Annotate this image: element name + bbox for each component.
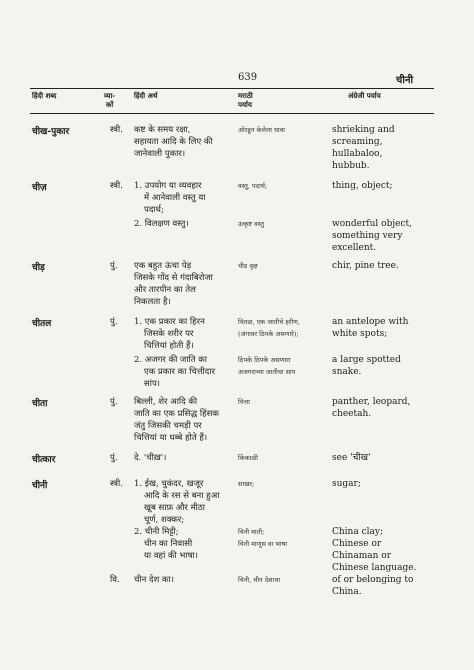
english-equivalent-line: a large spotted <box>332 355 401 365</box>
column-header-hindi-word: हिंदी शब्द <box>32 91 57 100</box>
headword: चीता <box>32 399 48 409</box>
part-of-speech: पुं. <box>110 317 118 327</box>
marathi-equivalent-line: ठिपके ठिपके असणारा <box>238 356 291 364</box>
hindi-meaning-line: या वहां की भाषा। <box>144 551 198 561</box>
marathi-equivalent-line: चिनी, चीन देशाचा <box>238 576 281 584</box>
hindi-meaning-line: 1. ईख, चुकंदर, खजूर <box>134 479 204 489</box>
headword: चीत्कार <box>32 455 56 465</box>
column-header-marathi-2: पर्याय <box>238 100 252 109</box>
marathi-equivalent-line: किंकाळी <box>238 454 258 462</box>
headword: चीख-पुकार <box>32 127 70 137</box>
part-of-speech: पुं. <box>110 397 118 407</box>
marathi-equivalent-line: चिनी माणूस वा भाषा <box>238 540 287 548</box>
hindi-meaning-line: जाति का एक प्रसिद्ध हिंसक <box>134 409 219 419</box>
english-equivalent-line: Chinaman or <box>332 551 392 561</box>
headword: चीतल <box>32 319 52 329</box>
hindi-meaning-line: आदि के रस से बना हुआ <box>144 491 220 501</box>
hindi-meaning-line: सहायता आदि के लिए की <box>134 137 213 147</box>
hindi-meaning-line: बिल्ली, शेर आदि की <box>134 397 198 407</box>
english-equivalent-line: excellent. <box>332 243 377 253</box>
hindi-meaning-line: निकलता है। <box>134 297 171 307</box>
column-header-english: अंग्रेजी पर्याय <box>348 91 381 100</box>
hindi-meaning-line: 1. उपयोग या व्यवहार <box>134 181 202 191</box>
english-equivalent-line: of or belonging to <box>332 575 414 585</box>
marathi-equivalent-line: अजगराच्या जातीचा साप <box>238 368 296 376</box>
english-equivalent-line: thing, object; <box>332 181 393 191</box>
english-equivalent-line: sugar; <box>332 479 361 489</box>
hindi-meaning-line: चित्तियां या धब्बे होते हैं। <box>134 433 208 443</box>
english-equivalent-line: white spots; <box>332 329 388 339</box>
hindi-meaning-line: चीन देश का। <box>134 575 174 585</box>
column-header-marathi-1: मराठी <box>238 91 253 100</box>
marathi-equivalent-line: वस्तु, पदार्थ; <box>238 182 268 190</box>
column-header-hindi-meaning: हिंदी अर्थ <box>134 91 158 100</box>
english-equivalent-line: cheetah. <box>332 409 372 419</box>
hindi-meaning-line: में आनेवाली वस्तु या <box>144 193 206 203</box>
english-equivalent-line: panther, leopard, <box>332 397 411 407</box>
english-equivalent-line: hubbub. <box>332 161 370 171</box>
column-header-pos-2: कों <box>106 100 114 109</box>
header-top-rule <box>30 88 434 89</box>
page-number: 639 <box>238 72 258 83</box>
hindi-meaning-line: खूब साफ़ और मीठा <box>144 503 206 513</box>
headword: चीनी <box>32 481 48 491</box>
hindi-meaning-line: जिसके गोंद से गंदाबिरोजा <box>134 273 213 283</box>
english-equivalent-line: chir, pine tree. <box>332 261 399 271</box>
column-header-pos-1: व्या- <box>104 91 116 100</box>
hindi-meaning-line: 1. एक प्रकार का हिरन <box>134 317 205 327</box>
part-of-speech: वि. <box>110 575 120 585</box>
running-head: चीनी <box>396 75 414 86</box>
marathi-equivalent-line: चिनी माती; <box>238 528 265 536</box>
english-equivalent-line: snake. <box>332 367 362 377</box>
part-of-speech: स्त्री. <box>110 181 123 191</box>
hindi-meaning-line: एक बहुत ऊंचा पेड़ <box>134 261 192 271</box>
hindi-meaning-line: सांप। <box>144 379 160 389</box>
english-equivalent-line: wonderful object, <box>332 219 412 229</box>
hindi-meaning-line: चीन का निवासी <box>144 539 193 549</box>
hindi-meaning-line: एक प्रकार का चित्तीदार <box>144 367 215 377</box>
marathi-equivalent-line: उत्कृष्ट वस्तु <box>238 220 265 228</box>
hindi-meaning-line: जिसके शरीर पर <box>144 329 194 339</box>
part-of-speech: पुं. <box>110 261 118 271</box>
hindi-meaning-line: 2. विलक्षण वस्तु। <box>134 219 189 229</box>
hindi-meaning-line: 2. चीनी मिट्टी; <box>134 527 179 537</box>
part-of-speech: पुं. <box>110 453 118 463</box>
hindi-meaning-line: 2. अजगर की जाति का <box>134 355 207 365</box>
marathi-equivalent-line: (अंगावर ठिपके असणारे); <box>238 330 299 338</box>
marathi-equivalent-line: ओरडून केलेला धावा <box>238 126 285 134</box>
marathi-equivalent-line: चितळ, एक जातीचे हरीण, <box>238 318 300 326</box>
english-equivalent-line: China clay; <box>332 527 383 537</box>
hindi-meaning-line: दे. 'चीख़'। <box>134 453 167 463</box>
hindi-meaning-line: और तारपीन का तेल <box>134 285 196 295</box>
english-equivalent-line: screaming, <box>332 137 383 147</box>
hindi-meaning-line: चित्तियां होती हैं। <box>144 341 194 351</box>
english-equivalent-line: Chinese language. <box>332 563 417 573</box>
english-equivalent-line: see 'चीख' <box>332 453 371 463</box>
hindi-meaning-line: जंतु जिसकी चमड़ी पर <box>134 421 202 431</box>
hindi-meaning-line: कष्ट के समय रक्षा, <box>134 125 191 135</box>
english-equivalent-line: Chinese or <box>332 539 382 549</box>
hindi-meaning-line: पदार्थ; <box>144 205 164 215</box>
english-equivalent-line: an antelope with <box>332 317 409 327</box>
marathi-equivalent-line: चीड वृक्ष <box>238 262 258 270</box>
english-equivalent-line: China. <box>332 587 362 597</box>
headword: चीज़ <box>32 183 47 193</box>
headword: चीड़ <box>32 263 45 273</box>
english-equivalent-line: shrieking and <box>332 125 395 135</box>
hindi-meaning-line: जानेवाली पुकार। <box>134 149 186 159</box>
part-of-speech: स्त्री. <box>110 125 123 135</box>
header-bottom-rule <box>30 113 434 114</box>
hindi-meaning-line: चूर्ण, शक्कर; <box>144 515 185 525</box>
english-equivalent-line: something very <box>332 231 403 241</box>
part-of-speech: स्त्री. <box>110 479 123 489</box>
english-equivalent-line: hullabaloo, <box>332 149 383 159</box>
marathi-equivalent-line: साखर; <box>238 480 255 488</box>
marathi-equivalent-line: चित्ता <box>238 398 250 406</box>
